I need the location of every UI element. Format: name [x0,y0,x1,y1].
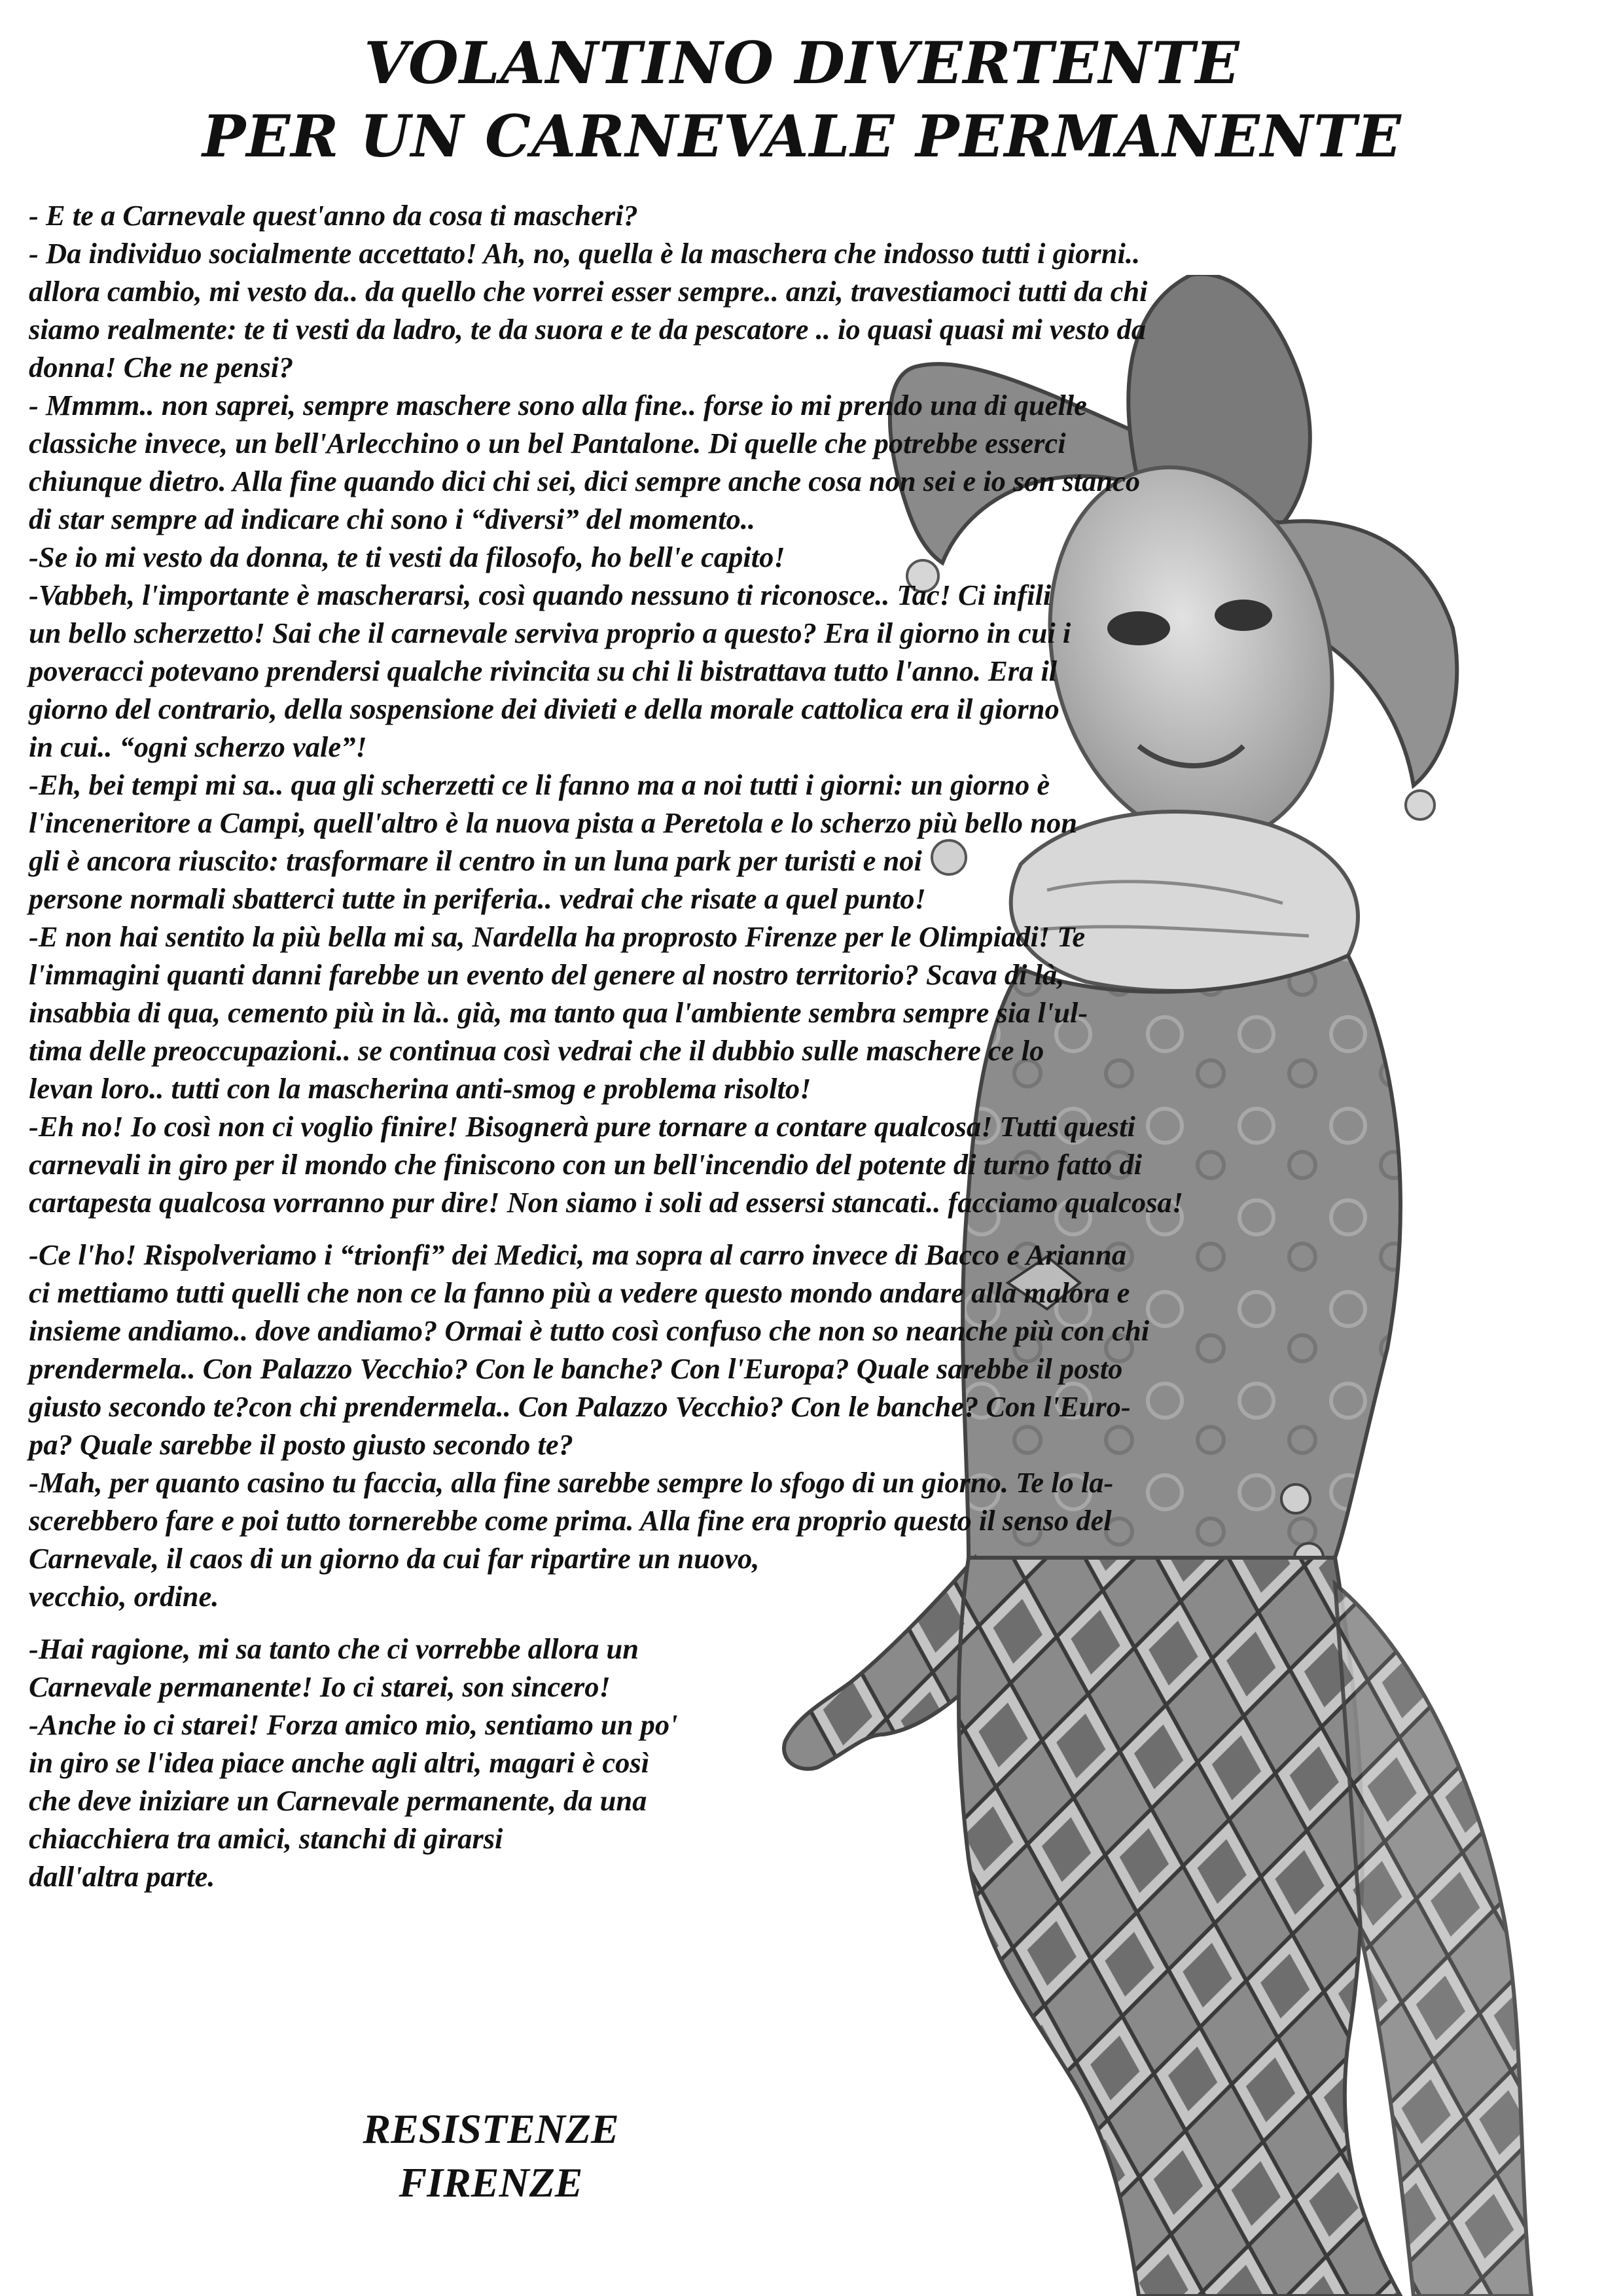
dialogue-line: chiunque dietro. Alla fine quando dici chi sei, dici sempre anche cosa non sei e io son stanco [29,465,1141,497]
dialogue-line: levan loro.. tutti con la mascherina anti-smog e problema risolto! [29,1072,811,1105]
dialogue-line: chiacchiera tra amici, stanchi di girarsi [29,1822,503,1855]
dialogue-line: in giro se l'idea piace anche agli altri, magari è così [29,1746,650,1779]
dialogue-line: di star sempre ad indicare chi sono i “diversi” del momento.. [29,503,756,535]
signature-line-1: RESISTENZE [363,2106,619,2152]
dialogue-line: -Mah, per quanto casino tu faccia, alla fine sarebbe sempre lo sfogo di un giorno. Te lo la- [29,1466,1114,1499]
dialogue-line: insabbia di qua, cemento più in là.. già, ma tanto qua l'ambiente sembra sempre sia l'ul- [29,996,1088,1029]
dialogue-line: - E te a Carnevale quest'anno da cosa ti mascheri? [29,199,638,232]
dialogue-line: -Hai ragione, mi sa tanto che ci vorrebbe allora un [29,1632,639,1665]
signature-line-2: FIRENZE [399,2159,583,2206]
dialogue-line: che deve iniziare un Carnevale permanente, da una [29,1784,647,1817]
dialogue-paragraph [29,1236,1183,1463]
dialogue-line: giusto secondo te?con chi prendermela.. Con Palazzo Vecchio? Con le banche? Con l'Euro- [29,1390,1131,1423]
dialogue-line: -E non hai sentito la più bella mi sa, Nardella ha proprosto Firenze per le Olimpiadi! Te [29,920,1086,953]
dialogue-line: Carnevale, il caos di un giorno da cui far ripartire un nuovo, [29,1542,760,1575]
dialogue-paragraph [29,538,1183,576]
title-line-2: PER UN CARNEVALE PERMANENTE [202,102,1402,170]
dialogue-paragraph [29,576,1183,766]
dialogue-line: Carnevale permanente! Io ci starei, son sincero! [29,1670,611,1703]
dialogue-line: cartapesta qualcosa vorranno pur dire! Non siamo i soli ad essersi stancati.. facciamo qualcosa! [29,1186,1184,1219]
dialogue-line: carnevali in giro per il mondo che finiscono con un bell'incendio del potente di turno fatto di [29,1148,1142,1181]
dialogue-paragraph [29,196,1183,234]
dialogue-line: -Se io mi vesto da donna, te ti vesti da filosofo, ho bell'e capito! [29,541,785,573]
dialogue-line: - Da individuo socialmente accettato! Ah, no, quella è la maschera che indosso tutti i giorni.. [29,237,1141,270]
title-line-1: VOLANTINO DIVERTENTE [364,29,1240,97]
dialogue-line: scerebbero fare e poi tutto tornerebbe come prima. Alla fine era proprio questo il senso del [29,1504,1112,1537]
dialogue-paragraph [29,1706,1183,1895]
hat-bell-right [1406,791,1435,819]
dialogue-line: ci mettiamo tutti quelli che non ce la fanno più a vedere questo mondo andare alla malora e [29,1276,1130,1309]
dialogue-line: in cui.. “ogni scherzo vale”! [29,730,367,763]
dialogue-paragraph [29,918,1183,1107]
dialogue-line: persone normali sbatterci tutte in periferia.. vedrai che risate a quel punto! [29,882,926,915]
dialogue-line: donna! Che ne pensi? [29,351,294,384]
right-leg-back [1335,1584,1531,2296]
flyer-title [0,26,1604,173]
dialogue-line: -Anche io ci starei! Forza amico mio, sentiamo un po' [29,1708,678,1741]
dialogue-line: -Eh, bei tempi mi sa.. qua gli scherzetti ce li fanno ma a noi tutti i giorni: un giorno è [29,768,1050,801]
paragraph-gap [29,1221,1183,1236]
dialogue-line: pa? Quale sarebbe il posto giusto secondo te? [29,1428,573,1461]
signature [288,2102,694,2210]
dialogue-line: classiche invece, un bell'Arlecchino o un bel Pantalone. Di quelle che potrebbe esserci [29,427,1066,459]
dialogue-line: gli è ancora riuscito: trasformare il centro in un luna park per turisti e noi [29,844,922,877]
dialogue-line: -Vabbeh, l'importante è mascherarsi, così quando nessuno ti riconosce.. Tac! Ci infili [29,579,1052,611]
dialogue-line: un bello scherzetto! Sai che il carnevale serviva proprio a questo? Era il giorno in cui i [29,617,1071,649]
dialogue-line: giorno del contrario, della sospensione dei divieti e della morale cattolica era il giorno [29,692,1060,725]
dialogue-line: l'inceneritore a Campi, quell'altro è la nuova pista a Peretola e lo scherzo più bello non [29,806,1078,839]
dialogue-line: vecchio, ordine. [29,1580,219,1613]
dialogue-text [29,196,1183,1895]
paragraph-gap [29,1615,1183,1630]
dialogue-line: dall'altra parte. [29,1860,215,1893]
dialogue-paragraph [29,766,1183,918]
dialogue-line: -Eh no! Io così non ci voglio finire! Bisognerà pure tornare a contare qualcosa! Tutti questi [29,1110,1135,1143]
dialogue-paragraph [29,1630,1183,1706]
dialogue-line: siamo realmente: te ti vesti da ladro, te da suora e te da pescatore .. io quasi quasi mi vesto da [29,313,1146,346]
dialogue-paragraph [29,234,1183,386]
dialogue-line: -Ce l'ho! Rispolveriamo i “trionfi” dei Medici, ma sopra al carro invece di Bacco e Arianna [29,1238,1126,1271]
dialogue-paragraph [29,1107,1183,1221]
dialogue-line: poveracci potevano prendersi qualche rivincita su chi li bistrattava tutto l'anno. Era il [29,655,1058,687]
dialogue-line: l'immagini quanti danni farebbe un evento del genere al nostro territorio? Scava di là, [29,958,1065,991]
dialogue-line: - Mmmm.. non saprei, sempre maschere sono alla fine.. forse io mi prendo una di quelle [29,389,1087,422]
dialogue-paragraph [29,1463,1183,1615]
dialogue-line: prendermela.. Con Palazzo Vecchio? Con le banche? Con l'Europa? Quale sarebbe il posto [29,1352,1123,1385]
dialogue-paragraph [29,386,1183,538]
dialogue-line: tima delle preoccupazioni.. se continua così vedrai che il dubbio sulle maschere ce lo [29,1034,1044,1067]
dialogue-line: allora cambio, mi vesto da.. da quello che vorrei esser sempre.. anzi, travestiamoci tutti da chi [29,275,1148,308]
dialogue-line: insieme andiamo.. dove andiamo? Ormai è tutto così confuso che non so neanche più con chi [29,1314,1150,1347]
